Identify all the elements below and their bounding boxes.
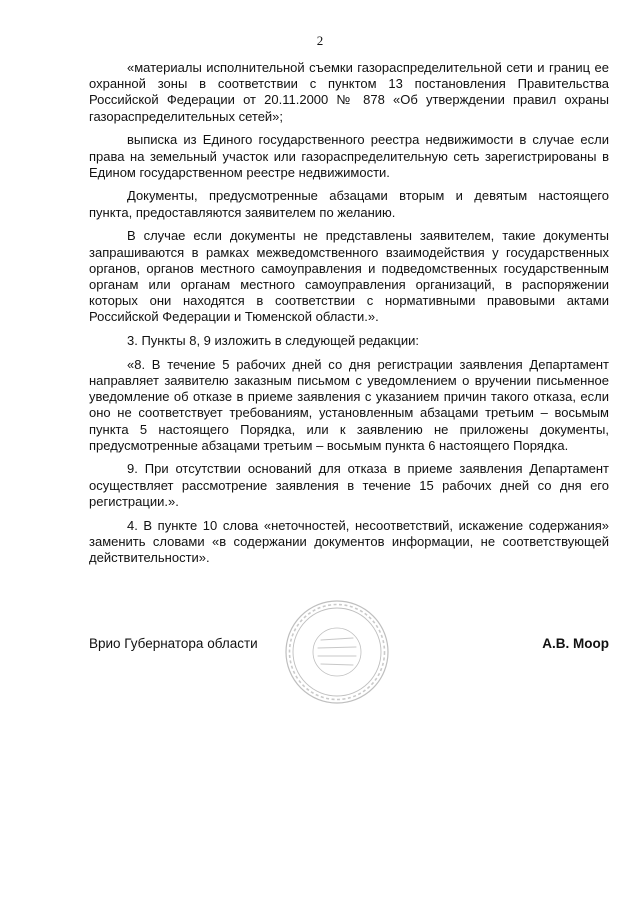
paragraph-optional-documents: Документы, предусмотренные абзацами вторым и девятым настоящего пункта, предоставляются заявителем по желанию.	[89, 188, 609, 220]
paragraph-item-4: 4. В пункте 10 слова «неточностей, несоответствий, искажение содержания» заменить словами «в содержании документов информации, не соответствующей действительности».	[89, 517, 609, 565]
signer-title: Врио Губернатора области	[89, 636, 258, 651]
paragraph-interagency-request: В случае если документы не представлены заявителем, такие документы запрашиваются в рамках межведомственного взаимодействия у государственных органов, органов местного самоуправления и подведомственных государственным органам или органам местного самоуправления организаций, в распоряжении которых они находятся в соответствии с нормативными правовыми актами Российской Федерации и Тюменской области.».	[89, 228, 609, 325]
paragraph-gas-network-survey: «материалы исполнительной съемки газораспределительной сети и границ ее охранной зоны в соответствии с пунктом 13 постановления Правительства Российской Федерации от 20.11.2000 № 878 «Об утверждении правил охраны газораспределительных сетей»;	[89, 60, 609, 124]
signature-row	[89, 636, 609, 656]
paragraph-point-9: 9. При отсутствии оснований для отказа в приеме заявления Департамент осуществляет рассмотрение заявления в течение 15 рабочих дней со дня его регистрации.».	[89, 461, 609, 509]
paragraph-registry-extract: выписка из Единого государственного реестра недвижимости в случае если права на земельный участок или газораспределительную сеть зарегистрированы в Едином государственном реестре недвижимости.	[89, 132, 609, 180]
signer-name: А.В. Моор	[542, 636, 609, 651]
paragraph-item-3: 3. Пункты 8, 9 изложить в следующей редакции:	[127, 333, 419, 349]
paragraph-point-8: «8. В течение 5 рабочих дней со дня регистрации заявления Департамент направляет заявителю заказным письмом с уведомлением о вручении письменное уведомление об отказе в приеме заявления с указанием причин такого отказа, если оно не соответствует требованиям, установленным абзацами третьим – восьмым пункта 5 настоящего Порядка, или к заявлению не приложены документы, предусмотренные абзацами третьим – восьмым пункта 6 настоящего Порядка.	[89, 356, 609, 453]
document-body	[89, 60, 609, 574]
page-number: 2	[316, 33, 324, 48]
